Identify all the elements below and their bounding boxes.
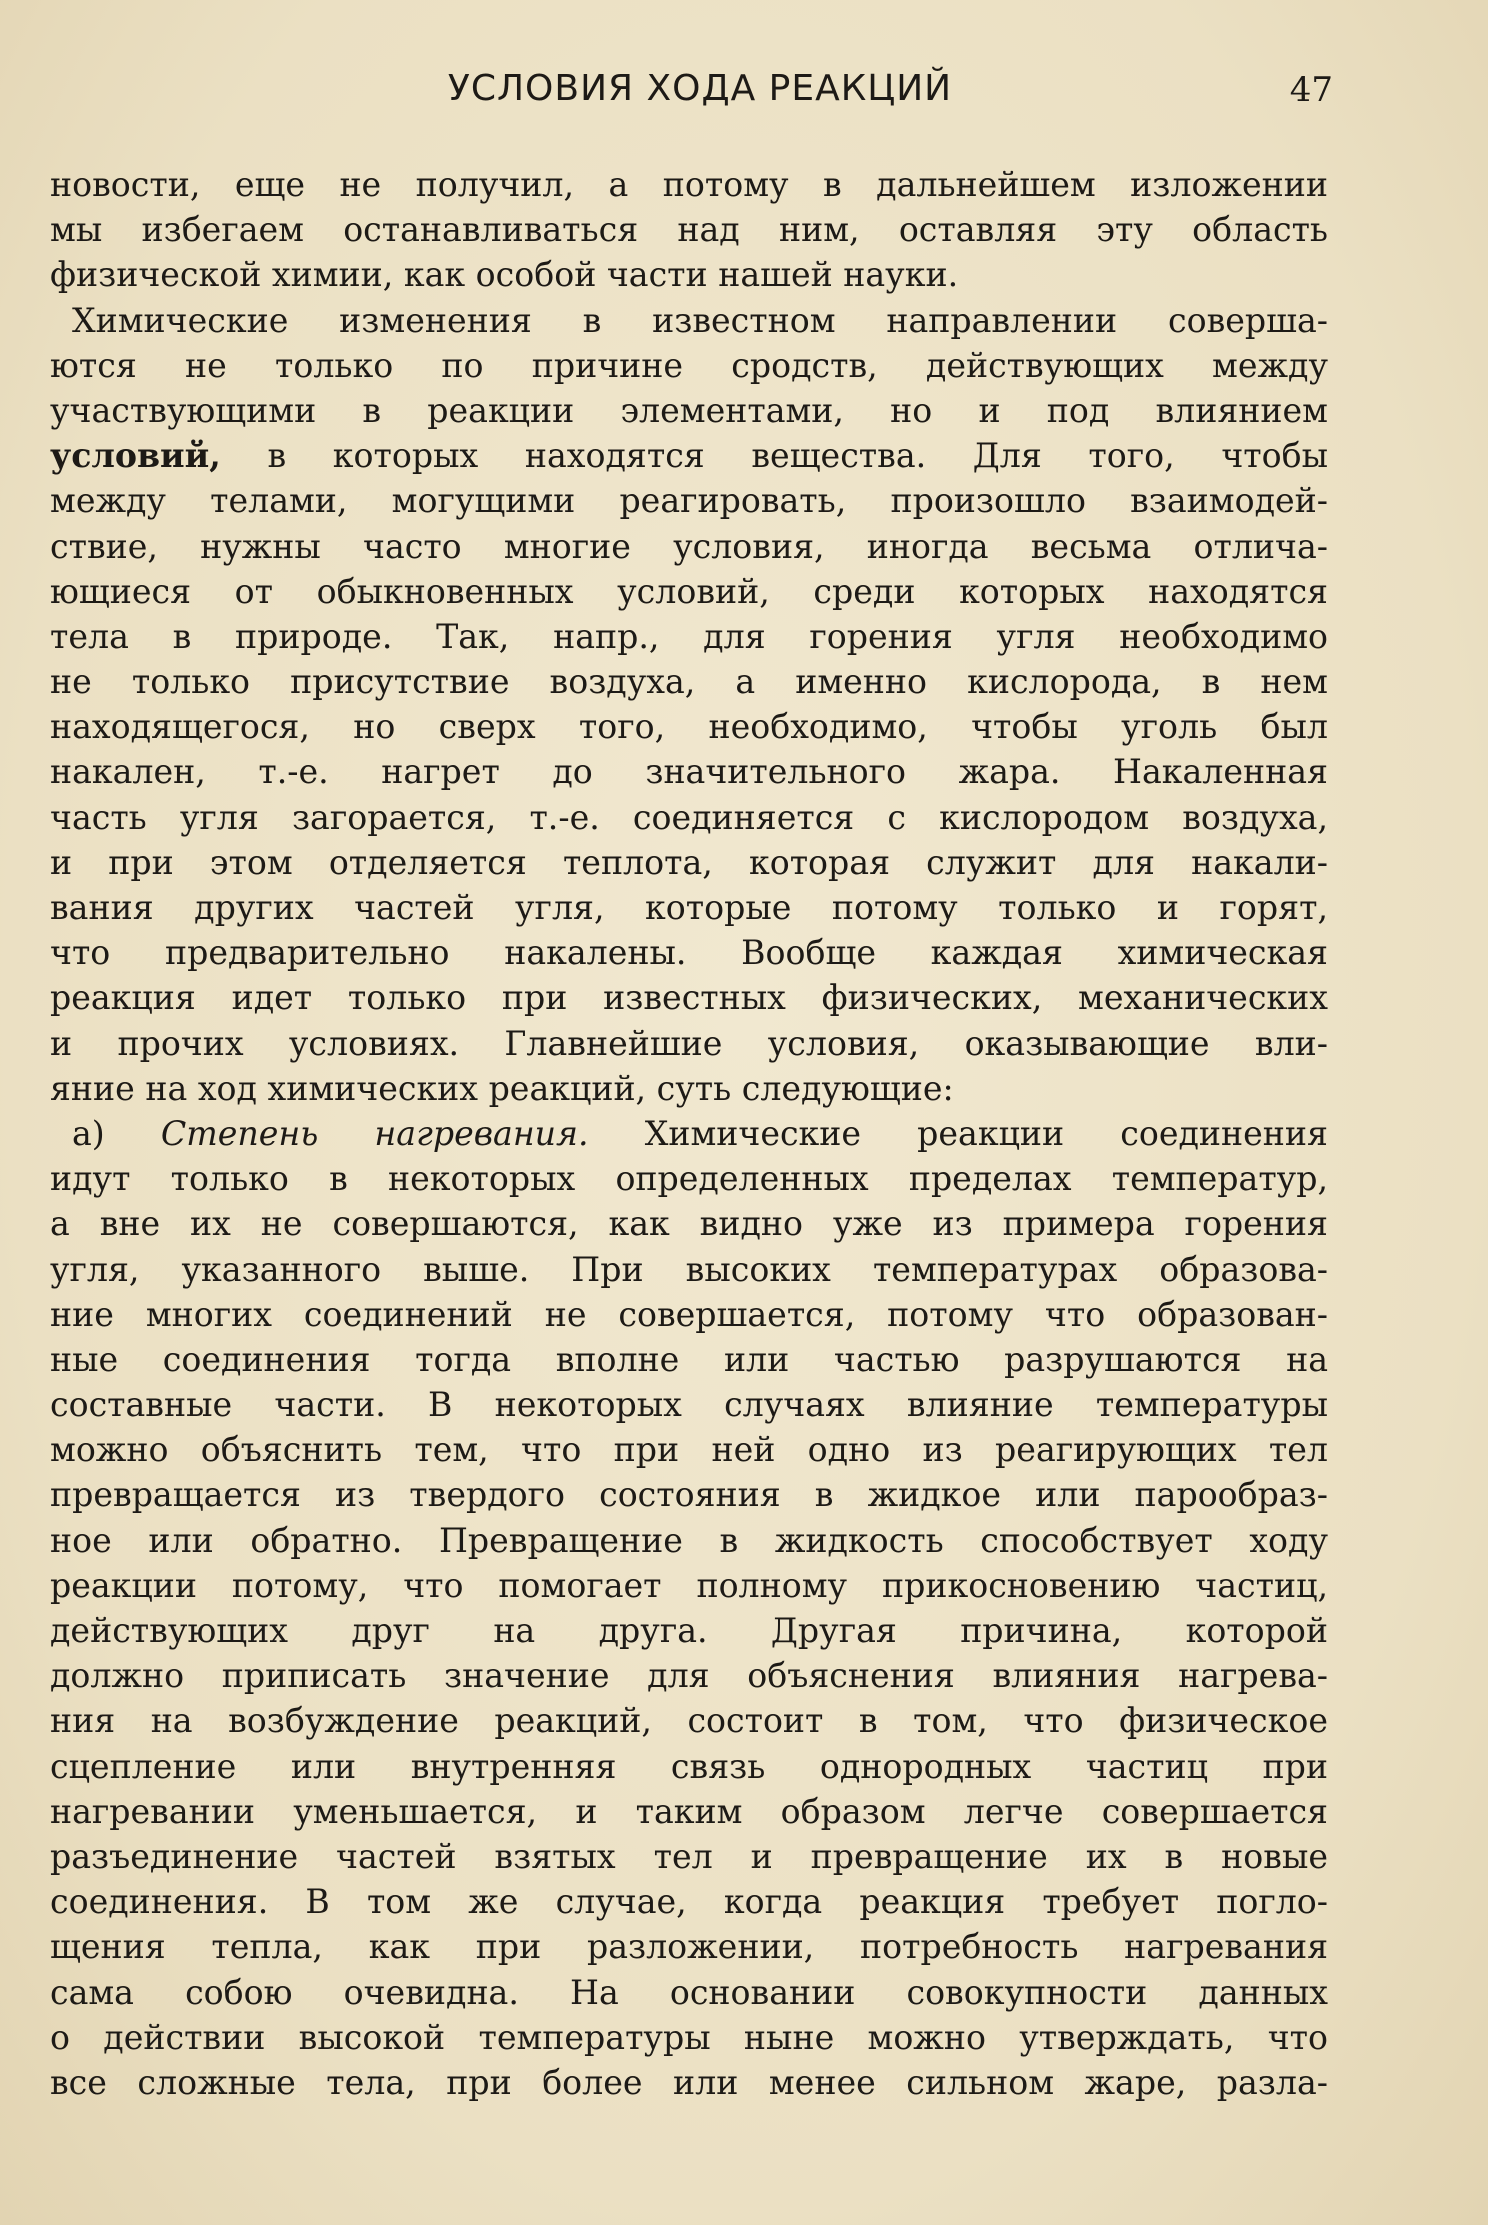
list-marker: а) xyxy=(72,1113,161,1153)
text-line: все сложные тела, при более или менее сильном жаре, разла- xyxy=(50,2062,1328,2102)
text-line: Химические изменения в известном направлении соверша- xyxy=(72,300,1328,340)
text-line: новости, еще не получил, а потому в дальнейшем изложении xyxy=(50,165,1328,204)
text-line: накален, т.-е. нагрет до значительного жара. Накаленная xyxy=(50,752,1328,792)
text-line: ние многих соединений не совершается, потому что образован- xyxy=(50,1294,1328,1334)
text-line: а вне их не совершаются, как видно уже из примера горения xyxy=(50,1204,1328,1244)
text-line: ствие, нужны часто многие условия, иногда весьма отлича- xyxy=(50,526,1328,566)
text-line: ются не только по причине сродств, действующих между xyxy=(50,345,1328,385)
text-line-rest: в которых находятся вещества. Для того, чтобы xyxy=(220,436,1328,476)
text-line: и прочих условиях. Главнейшие условия, оказывающие вли- xyxy=(50,1023,1328,1063)
text-line: реакции потому, что помогает полному прикосновению частиц, xyxy=(50,1565,1328,1605)
running-title: УСЛОВИЯ ХОДА РЕАКЦИЙ xyxy=(447,68,953,109)
text-line: нагревании уменьшается, и таким образом легче совершается xyxy=(50,1791,1328,1831)
text-line: ные соединения тогда вполне или частью разрушаются на xyxy=(50,1339,1328,1379)
text-line-rest: Химические реакции соединения xyxy=(588,1113,1328,1153)
text-line: соединения. В том же случае, когда реакция требует погло- xyxy=(50,1882,1328,1922)
text-line: между телами, могущими реагировать, произошло взаимодей- xyxy=(50,481,1328,521)
text-line: вания других частей угля, которые потому только и горят, xyxy=(50,888,1328,927)
text-line: действующих друг на друга. Другая причина, которой xyxy=(50,1611,1328,1650)
text-line: сама собою очевидна. На основании совокупности данных xyxy=(50,1972,1328,2012)
text-line: сцепление или внутренняя связь однородных частиц при xyxy=(50,1746,1328,1786)
text-line: участвующими в реакции элементами, но и под влиянием xyxy=(50,390,1328,430)
text-line: ющиеся от обыкновенных условий, среди которых находятся xyxy=(50,571,1328,611)
text-line: тела в природе. Так, напр., для горения угля необходимо xyxy=(50,616,1328,656)
text-line: о действии высокой температуры ныне можно утверждать, что xyxy=(50,2017,1328,2057)
emphasis-italic: Степень нагревания. xyxy=(160,1113,589,1153)
text-line: превращается из твердого состояния в жидкое или парообраз- xyxy=(50,1475,1328,1515)
text-line: часть угля загорается, т.-е. соединяется с кислородом воздуха, xyxy=(50,797,1328,837)
text-line: угля, указанного выше. При высоких температурах образова- xyxy=(50,1249,1328,1289)
text-line: реакция идет только при известных физических, механических xyxy=(50,978,1328,1018)
text-line: ное или обратно. Превращение в жидкость способствует ходу xyxy=(50,1520,1328,1560)
text-line: разъединение частей взятых тел и превращение их в новые xyxy=(50,1836,1328,1876)
text-line: что предварительно накалены. Вообще каждая химическая xyxy=(50,933,1328,973)
text-line: физической химии, как особой части нашей науки. xyxy=(50,255,959,295)
body-text xyxy=(50,162,1328,2105)
text-line: составные части. В некоторых случаях влияние температуры xyxy=(50,1385,1328,1425)
text-line: и при этом отделяется теплота, которая служит для накали- xyxy=(50,842,1328,882)
text-line: можно объяснить тем, что при ней одно из реагирующих тел xyxy=(50,1430,1328,1470)
text-line: яние на ход химических реакций, суть следующие: xyxy=(50,1068,954,1108)
text-line xyxy=(50,433,1328,478)
text-line: должно приписать значение для объяснения влияния нагрева- xyxy=(50,1656,1328,1696)
text-line: ния на возбуждение реакций, состоит в том, что физическое xyxy=(50,1701,1328,1741)
text-line: идут только в некоторых определенных пределах температур, xyxy=(50,1159,1328,1199)
text-line xyxy=(50,1111,1328,1156)
text-line: щения тепла, как при разложении, потребность нагревания xyxy=(50,1927,1328,1967)
text-line: находящегося, но сверх того, необходимо, чтобы уголь был xyxy=(50,707,1328,747)
running-head xyxy=(0,62,1488,122)
emphasis-bold: условий, xyxy=(50,436,221,476)
text-line: мы избегаем останавливаться над ним, оставляя эту область xyxy=(50,210,1328,250)
page-number: 47 xyxy=(1289,70,1333,110)
text-line: не только присутствие воздуха, а именно кислорода, в нем xyxy=(50,662,1328,702)
